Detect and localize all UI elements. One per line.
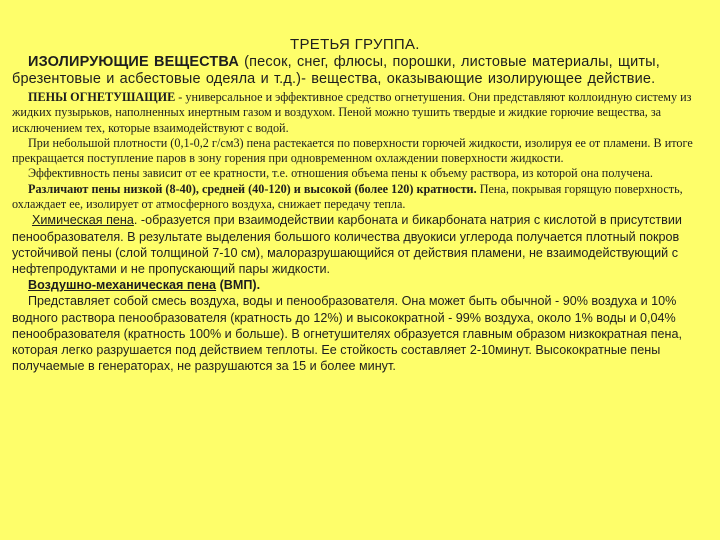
foam-paragraph-4	[12, 182, 710, 213]
slide-title: ТРЕТЬЯ ГРУППА.	[290, 36, 420, 53]
chemical-text: . -образуется при взаимодействии карбоната и бикарбоната натрия с кислотой в присутствии пенообразователя. В результате выделения большого количества двуокиси углерода получается плотный покров устойчивой пены (слой толщиной 7-10 см), малоразрушающийся от действия пламени, не взаимодействующий с нефтепродуктами и не пропускающий пары жидкости.	[12, 213, 682, 276]
foam-paragraph-1	[12, 90, 710, 136]
insulating-text: (песок, снег, флюсы, порошки, листовые материалы, щиты, брезентовые и асбестовые одеяла и т.д.)- вещества, оказывающие изолирующее действие.	[12, 54, 660, 87]
slide-body	[12, 54, 710, 374]
mechanical-foam-heading-tail: (ВМП).	[216, 278, 261, 293]
foam-text-4: Пена, покрывая горящую поверхность, охлаждает ее, изолирует от атмосферного воздуха, снижает передачу тепла.	[12, 181, 683, 212]
chemical-foam-heading: Химическая пена	[32, 213, 134, 228]
insulating-heading: ИЗОЛИРУЮЩИЕ ВЕЩЕСТВА	[28, 54, 239, 70]
foam-text-1: - универсальное и эффективное средство огнетушения. Они представляют коллоидную систему из жидких пузырьков, наполненных инертным газом и воздухом. Пеной можно тушить твердые и жидкие горючие вещества, за исключением тех, которые взаимодействуют с водой.	[12, 90, 692, 135]
mechanical-heading-line	[12, 277, 710, 293]
mechanical-paragraph: Представляет собой смесь воздуха, воды и пенообразователя. Она может быть обычной - 90% воздуха и 10% водного раствора пенообразователя (кратность до 12%) и высокократной - 99% воздуха, около 1% воды и 0,04% пенообразователя (кратность 100% и больше). В огнетушителях образуется главным образом низкократная пена, которая легко разрушается под действием теплоты. Ее стойкость составляет 2-10минут. Высокократные пены получаемые в генераторах, не разрушаются за 15 и более минут.	[12, 294, 682, 374]
foam-heading: ПЕНЫ ОГНЕТУШАЩИЕ	[28, 90, 176, 104]
insulating-paragraph	[12, 54, 710, 88]
mechanical-foam-heading: Воздушно-механическая пена	[28, 278, 217, 293]
foam-paragraph-2: При небольшой плотности (0,1-0,2 г/см3) пена растекается по поверхности горючей жидкости, изолируя ее от пламени. В итоге прекращается поступление паров в зону горения при одновременном охлаждении поверхности жидкости.	[12, 135, 693, 166]
foam-paragraph-3: Эффективность пены зависит от ее кратности, т.е. отношения объема пены к объему раствора, из которой она получена.	[28, 166, 653, 181]
chemical-paragraph	[12, 212, 710, 277]
foam-ratio-bold: Различают пены низкой (8-40), средней (40-120) и высокой (более 120) кратности.	[28, 181, 477, 196]
